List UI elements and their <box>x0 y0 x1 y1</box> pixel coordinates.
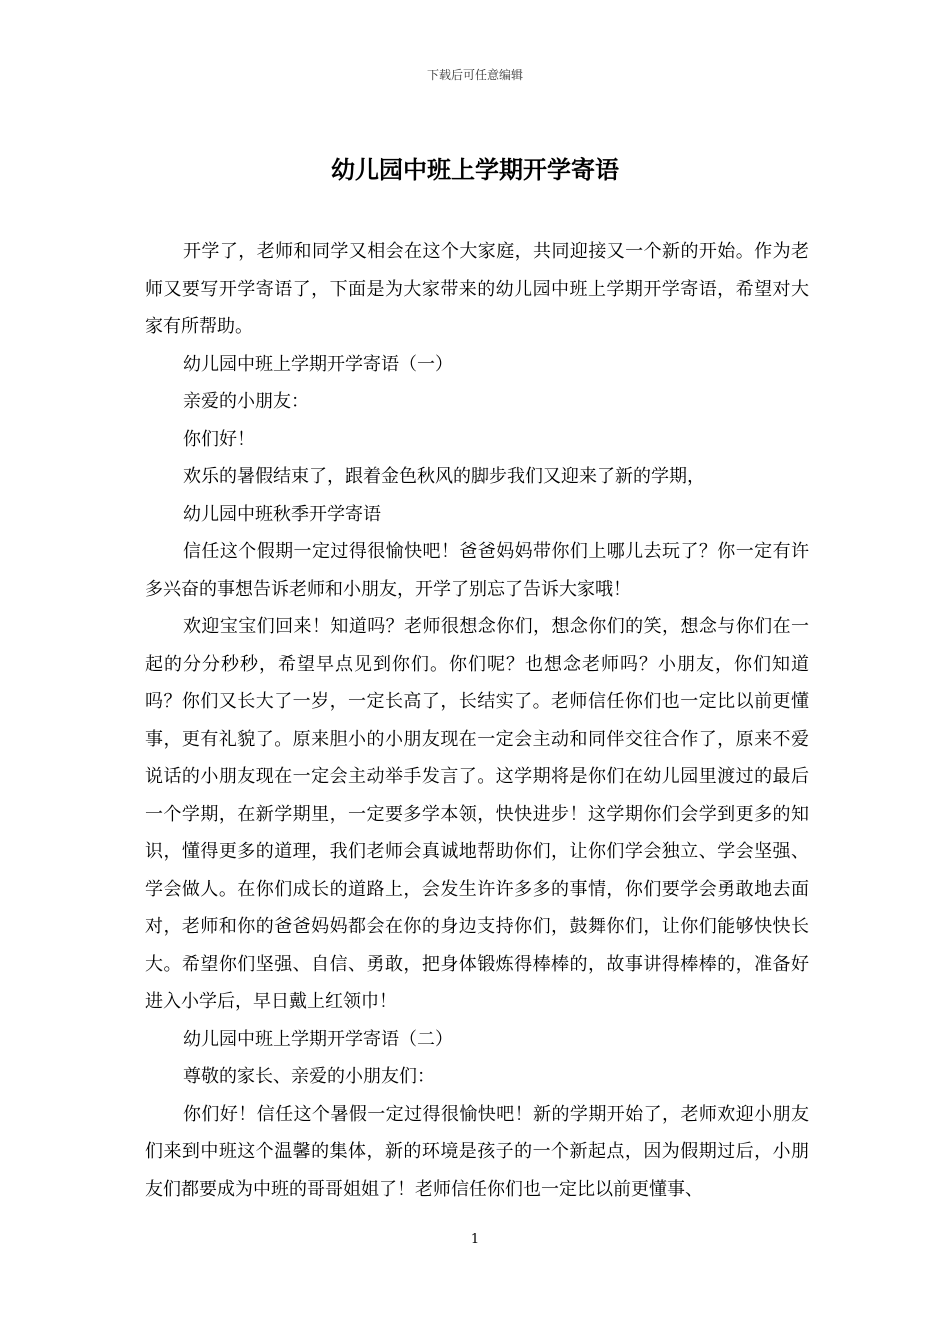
body-paragraph: 欢迎宝宝们回来！知道吗？老师很想念你们，想念你们的笑，想念与你们在一起的分分秒秒，希望早点见到你们。你们呢？也想念老师吗？小朋友，你们知道吗？你们又长大了一岁，一定长高了，长结实了。老师信任你们也一定比以前更懂事，更有礼貌了。原来胆小的小朋友现在一定会主动和同伴交往合作了，原来不爱说话的小朋友现在一定会主动举手发言了。这学期将是你们在幼儿园里渡过的最后一个学期，在新学期里，一定要多学本领，快快进步！这学期你们会学到更多的知识，懂得更多的道理，我们老师会真诚地帮助你们，让你们学会独立、学会坚强、学会做人。在你们成长的道路上，会发生许许多多的事情，你们要学会勇敢地去面对，老师和你的爸爸妈妈都会在你的身边支持你们，鼓舞你们，让你们能够快快长大。希望你们坚强、自信、勇敢，把身体锻炼得棒棒的，故事讲得棒棒的，准备好进入小学后，早日戴上红领巾！ <box>145 616 809 1012</box>
document-body <box>145 233 809 1208</box>
body-paragraph: 信任这个假期一定过得很愉快吧！爸爸妈妈带你们上哪儿去玩了？你一定有许多兴奋的事想告诉老师和小朋友，开学了别忘了告诉大家哦！ <box>145 541 809 600</box>
salutation: 尊敬的家长、亲爱的小朋友们： <box>183 1066 435 1087</box>
section-heading-2: 幼儿园中班上学期开学寄语（二） <box>183 1028 453 1050</box>
body-paragraph: 你们好！信任这个暑假一定过得很愉快吧！新的学期开始了，老师欢迎小朋友们来到中班这个温馨的集体，新的环境是孩子的一个新起点，因为假期过后，小朋友们都要成为中班的哥哥姐姐了！老师信任你们也一定比以前更懂事、 <box>145 1103 809 1200</box>
sub-heading: 幼儿园中班秋季开学寄语 <box>183 503 381 525</box>
salutation: 亲爱的小朋友： <box>183 391 309 412</box>
document-title: 幼儿园中班上学期开学寄语 <box>331 155 619 184</box>
page-number: 1 <box>470 1232 480 1247</box>
body-paragraph: 欢乐的暑假结束了，跟着金色秋风的脚步我们又迎来了新的学期， <box>183 466 705 487</box>
page-header-note: 下载后可任意编辑 <box>426 68 523 82</box>
intro-paragraph: 开学了，老师和同学又相会在这个大家庭，共同迎接又一个新的开始。作为老师又要写开学寄语了，下面是为大家带来的幼儿园中班上学期开学寄语，希望对大家有所帮助。 <box>145 241 809 337</box>
section-heading-1: 幼儿园中班上学期开学寄语（一） <box>183 353 453 375</box>
greeting: 你们好！ <box>183 428 255 450</box>
